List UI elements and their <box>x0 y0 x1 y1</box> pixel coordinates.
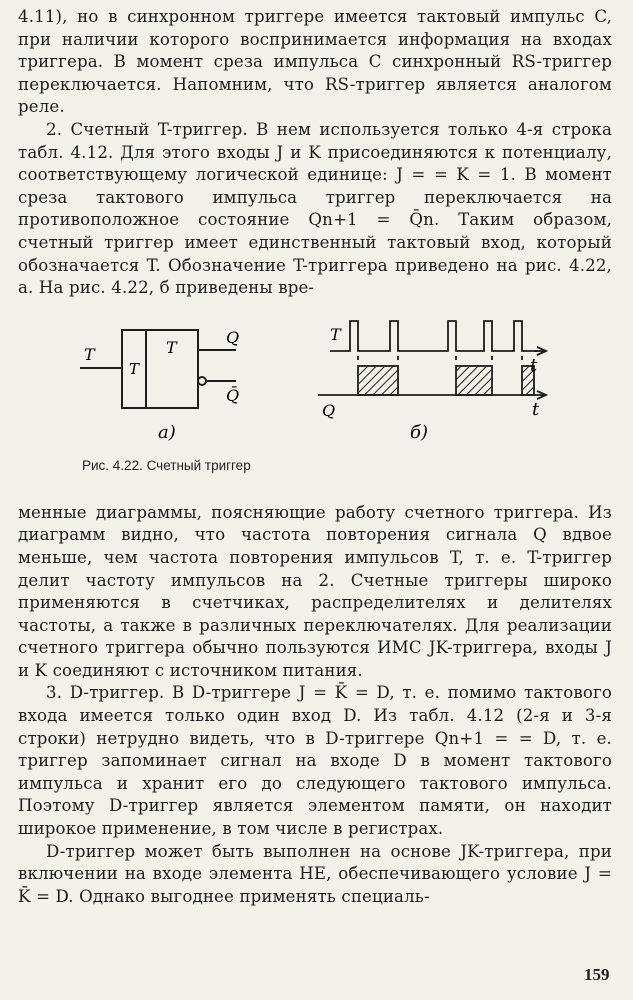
page-number: 159 <box>584 965 610 984</box>
t-pulse-train <box>330 321 538 351</box>
paragraph-4: 3. D-триггер. В D-триггере J = K̄ = D, т. е. помимо тактового входа имеется только один вход D. Из табл. 4.12 (2-я и 3-я строки) нетрудно видеть, что в D-триггере Qn+1 = = D, т. е. триггер запоминает сигнал на входе D в момент тактового импульса и хранит его до следующего тактового импульса. Поэтому D-триггер является элементом памяти, он находит широкое применение, в том числе в регистрах. <box>18 683 612 839</box>
t-trigger-symbol <box>80 330 236 408</box>
output-q-label: Q <box>226 327 240 347</box>
input-label: T <box>84 344 95 364</box>
sublabel-a: а) <box>158 421 176 443</box>
page-content <box>18 6 612 908</box>
output-qbar-label: Q̄ <box>226 385 240 405</box>
paragraph-3: менные диаграммы, поясняющие работу счетного триггера. Из диаграмм видно, что частота повторения сигнала Q вдвое меньше, чем частота повторения импульсов T, т. е. T-триггер делит частоту импульсов на 2. Счетные триггеры широко применяются в счетчиках, распределителях и делителях частоты, а также в различных переключателях. Для реализации счетного триггера обычно пользуются ИМС JK-триггера, входы J и K соединяют с источником питания. <box>18 502 612 680</box>
paragraph-1: 4.11), но в синхронном триггере имеется тактовый импульс C, при наличии которого воспринимается информация на входах триггера. В момент среза импульса C синхронный RS-триггер переключается. Напомним, что RS-триггер является аналогом реле. <box>18 7 612 117</box>
q-pulse-1 <box>358 366 398 395</box>
t-axis-label-bottom: t <box>532 398 540 420</box>
t-signal-label: T <box>330 324 341 344</box>
box-right-label: T <box>166 337 177 357</box>
paragraph-2: 2. Счетный T-триггер. В нем используется только 4-я строка табл. 4.12. Для этого входы J и K присоединяются к потенциалу, соответствующему логической единице: J = = K = 1. В момент среза тактового импульса триггер переключается на противоположное состояние Qn+1 = Q̄n. Таким образом, счетный триггер имеет единственный тактовый вход, который обозначается T. Обозначение T-триггера приведено на рис. 4.22, а. На рис. 4.22, б приведены вре- <box>18 119 612 298</box>
t-axis-label-top: t <box>530 354 538 376</box>
q-pulse-2 <box>456 366 492 395</box>
box-left-label: T <box>129 359 140 378</box>
paragraph-5: D-триггер может быть выполнен на основе JK-триггера, при включении на входе элемента НЕ, обеспечивающего условие J = K̄ = D. Однако выгоднее применять специаль- <box>18 841 612 906</box>
inversion-bubble <box>198 377 206 385</box>
timing-diagram <box>318 321 546 399</box>
q-signal-label: Q <box>322 400 336 420</box>
figure-drawing <box>18 308 612 458</box>
sublabel-b: б) <box>410 421 429 443</box>
figure-caption: Рис. 4.22. Счетный триггер <box>82 457 251 473</box>
figure-4-22 <box>18 308 612 494</box>
